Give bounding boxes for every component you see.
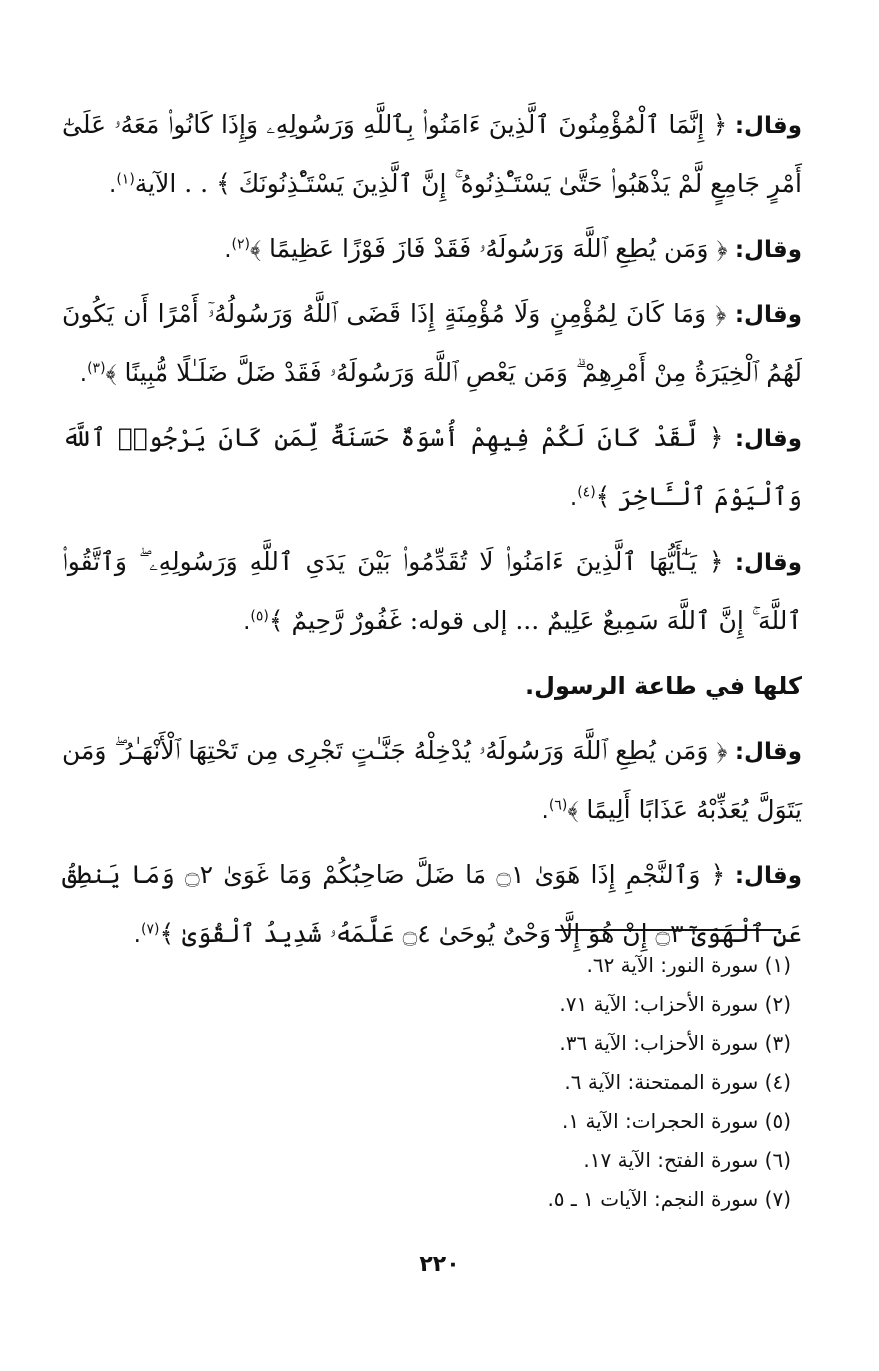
paragraph-lead: وقال:: [734, 550, 803, 576]
paragraph-6: [62, 657, 802, 716]
main-text: [62, 96, 802, 970]
paragraph-end: .: [224, 237, 232, 263]
paragraph-end: .: [569, 485, 578, 511]
footnote-ref: (٥): [250, 608, 269, 625]
paragraph-3: [62, 285, 802, 403]
paragraph-end: .: [79, 361, 88, 387]
page-number: ٢٢٠: [419, 1252, 460, 1277]
quran-verse: ﴿ وَمَن يُطِعِ ٱللَّهَ وَرَسُولَهُۥ يُدْخِلْهُ جَنَّـٰتٍ تَجْرِى مِن تَحْتِهَا ٱلْأَنْهَـٰرُ ۖ وَمَن يَتَوَلَّ يُعَذِّبْهُ عَذَابًا أَلِيمًا ﴾: [62, 736, 802, 824]
footnote-item: (٢) سورة الأحزاب: الآية ٧١.: [559, 992, 791, 1016]
quran-verse: ﴿ لَّقَدْ كَانَ لَكُمْ فِيهِمْ أُسْوَةٌ حَسَنَةٌ لِّمَن كَانَ يَرْجُوا۟ ٱللَّهَ وَٱلْيَوْمَ ٱلْـَٔاخِرَ ﴾: [62, 423, 802, 511]
footnote-ref: (٧): [140, 921, 160, 938]
footnote-item: (٥) سورة الحجرات: الآية ١.: [561, 1109, 791, 1133]
footnote-item: (٦) سورة الفتح: الآية ١٧.: [583, 1148, 791, 1172]
paragraph-lead: وقال:: [734, 237, 802, 263]
footnote-ref: (٣): [87, 360, 106, 377]
paragraph-end: .: [243, 609, 251, 635]
paragraph-4: [62, 409, 802, 527]
quran-verse: ﴿ يَـٰٓأَيُّهَا ٱلَّذِينَ ءَامَنُوا۟ لَا تُقَدِّمُوا۟ بَيْنَ يَدَىِ ٱللَّهِ وَرَسُولِهِۦ ۖ وَٱتَّقُوا۟ ٱللَّهَ ۚ إِنَّ ٱللَّهَ سَمِيعٌ عَلِيمٌ ... إلى قوله: غَفُورٌ رَّحِيمٌ ﴾: [62, 547, 802, 635]
paragraph-end: .: [541, 798, 549, 824]
paragraph-lead: وقال:: [734, 302, 802, 328]
footnote-divider: [555, 929, 781, 931]
paragraph-5: [62, 533, 802, 651]
paragraph-end: .: [109, 172, 117, 198]
footnote-ref: (١): [116, 171, 135, 188]
footnote-ref: (٢): [231, 236, 250, 253]
paragraph-7: [62, 722, 802, 840]
footnotes-list: [371, 946, 791, 1219]
paragraph-2: [62, 220, 802, 279]
footnote-item: (٤) سورة الممتحنة: الآية ٦.: [564, 1070, 791, 1094]
footnote-item: (١) سورة النور: الآية ٦٢.: [586, 953, 791, 977]
paragraph-1: [62, 96, 802, 214]
paragraph-lead: وقال:: [734, 426, 803, 452]
footnote-ref: (٤): [577, 484, 596, 501]
paragraph-lead: وقال:: [734, 863, 802, 889]
paragraph-lead: وقال:: [734, 739, 802, 765]
footnote-item: (٧) سورة النجم: الآيات ١ ـ ٥.: [547, 1187, 791, 1211]
footnote-ref: (٦): [548, 797, 568, 814]
quran-verse: ﴿ وَٱلنَّجْمِ إِذَا هَوَىٰ ۝١ مَا ضَلَّ صَاحِبُكُمْ وَمَا غَوَىٰ ۝٢ وَمَا يَنطِقُ عَنِ ٱلْهَوَىٰٓ ۝٣ إِنْ هُوَ إِلَّا وَحْىٌ يُوحَىٰ ۝٤ عَلَّمَهُۥ شَدِيدُ ٱلْقُوَىٰ ﴾: [62, 860, 802, 948]
quran-verse: ﴿ وَمَن يُطِعِ ٱللَّهَ وَرَسُولَهُۥ فَقَدْ فَازَ فَوْزًا عَظِيمًا ﴾: [250, 234, 728, 263]
paragraph-end: .: [133, 922, 141, 948]
quran-verse: ﴿ إِنَّمَا ٱلْمُؤْمِنُونَ ٱلَّذِينَ ءَامَنُوا۟ بِٱللَّهِ وَرَسُولِهِۦ وَإِذَا كَانُوا۟ مَعَهُۥ عَلَىٰٓ أَمْرٍ جَامِعٍ لَّمْ يَذْهَبُوا۟ حَتَّىٰ يَسْتَـْٔذِنُوهُ ۚ إِنَّ ٱلَّذِينَ يَسْتَـْٔذِنُونَكَ ﴾ . . الآية: [62, 110, 802, 198]
plain-statement: كلها في طاعة الرسول.: [525, 672, 802, 700]
footnote-item: (٣) سورة الأحزاب: الآية ٣٦.: [559, 1031, 791, 1055]
quran-verse: ﴿ وَمَا كَانَ لِمُؤْمِنٍ وَلَا مُؤْمِنَةٍ إِذَا قَضَى ٱللَّهُ وَرَسُولُهُۥٓ أَمْرًا أَن يَكُونَ لَهُمُ ٱلْخِيَرَةُ مِنْ أَمْرِهِمْ ۗ وَمَن يَعْصِ ٱللَّهَ وَرَسُولَهُۥ فَقَدْ ضَلَّ ضَلَـٰلًا مُّبِينًا ﴾: [62, 299, 802, 387]
paragraph-lead: وقال:: [734, 113, 803, 139]
